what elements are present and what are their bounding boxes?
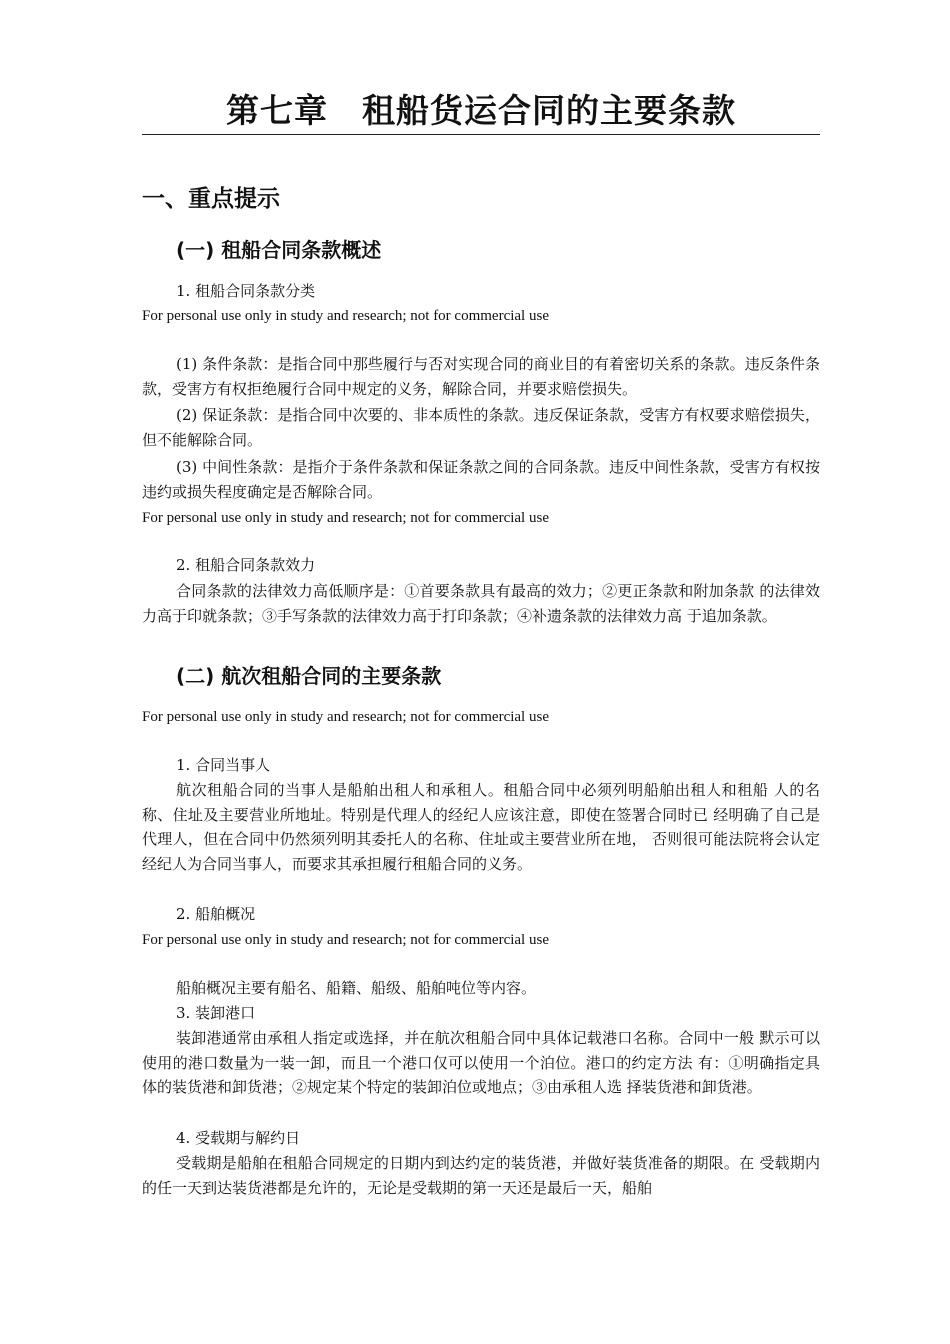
paragraph: 合同条款的法律效力高低顺序是：①首要条款具有最高的效力；②更正条款和附加条款 的法律效力高于印就条款；③手写条款的法律效力高于打印条款；④补遗条款的法律效力高 于追加条款。 — [142, 582, 820, 625]
item-heading: 1. 合同当事人 — [176, 756, 271, 774]
paragraph: 航次租船合同的当事人是船舶出租人和承租人。租船合同中必须列明船舶出租人和租船 人的名称、住址及主要营业所地址。特别是代理人的经纪人应该注意，即使在签署合同时已 经明确了自己是代理人，但在合同中仍然须列明其委托人的名称、住址或主要营业所在地， 否则很可能法院将会认定经纪人为合同当事人，而要求其承担履行租船合同的义务。 — [142, 781, 820, 873]
paragraph: (2) 保证条款：是指合同中次要的、非本质性的条款。违反保证条款，受害方有权要求赔偿损失，但不能解除合同。 — [142, 406, 820, 449]
item-heading: 4. 受载期与解约日 — [176, 1129, 301, 1147]
subsection-heading-2: (二) 航次租船合同的主要条款 — [176, 664, 442, 688]
watermark-note: For personal use only in study and research; not for commercial use — [142, 709, 549, 725]
item-heading: 2. 船舶概况 — [176, 905, 256, 923]
item-heading: 3. 装卸港口 — [176, 1004, 256, 1022]
paragraph: 船舶概况主要有船名、船籍、船级、船舶吨位等内容。 — [176, 979, 537, 997]
paragraph: (1) 条件条款：是指合同中那些履行与否对实现合同的商业目的有着密切关系的条款。违反条件条款，受害方有权拒绝履行合同中规定的义务，解除合同，并要求赔偿损失。 — [142, 355, 820, 398]
paragraph: 装卸港通常由承租人指定或选择，并在航次租船合同中具体记载港口名称。合同中一般 默示可以使用的港口数量为一装一卸，而且一个港口仅可以使用一个泊位。港口的约定方法 有：①明确指定具体的装货港和卸货港；②规定某个特定的装卸泊位或地点；③由承租人选 择装货港和卸货港。 — [142, 1029, 820, 1096]
section-heading: 一、重点提示 — [142, 186, 280, 212]
paragraph: 受载期是船舶在租船合同规定的日期内到达约定的装货港，并做好装货准备的期限。在 受载期内的任一天到达装货港都是允许的，无论是受载期的第一天还是最后一天，船舶 — [142, 1154, 820, 1197]
paragraph: (3) 中间性条款：是指介于条件条款和保证条款之间的合同条款。违反中间性条款，受害方有权按违约或损失程度确定是否解除合同。 — [142, 458, 820, 501]
watermark-note: For personal use only in study and research; not for commercial use — [142, 308, 549, 324]
watermark-note: For personal use only in study and research; not for commercial use — [142, 932, 549, 948]
item-heading: 1. 租船合同条款分类 — [176, 282, 316, 300]
item-heading: 2. 租船合同条款效力 — [176, 556, 316, 574]
subsection-heading-1: (一) 租船合同条款概述 — [176, 238, 382, 262]
watermark-note: For personal use only in study and research; not for commercial use — [142, 510, 549, 526]
chapter-title: 第七章 租船货运合同的主要条款 — [142, 88, 820, 135]
